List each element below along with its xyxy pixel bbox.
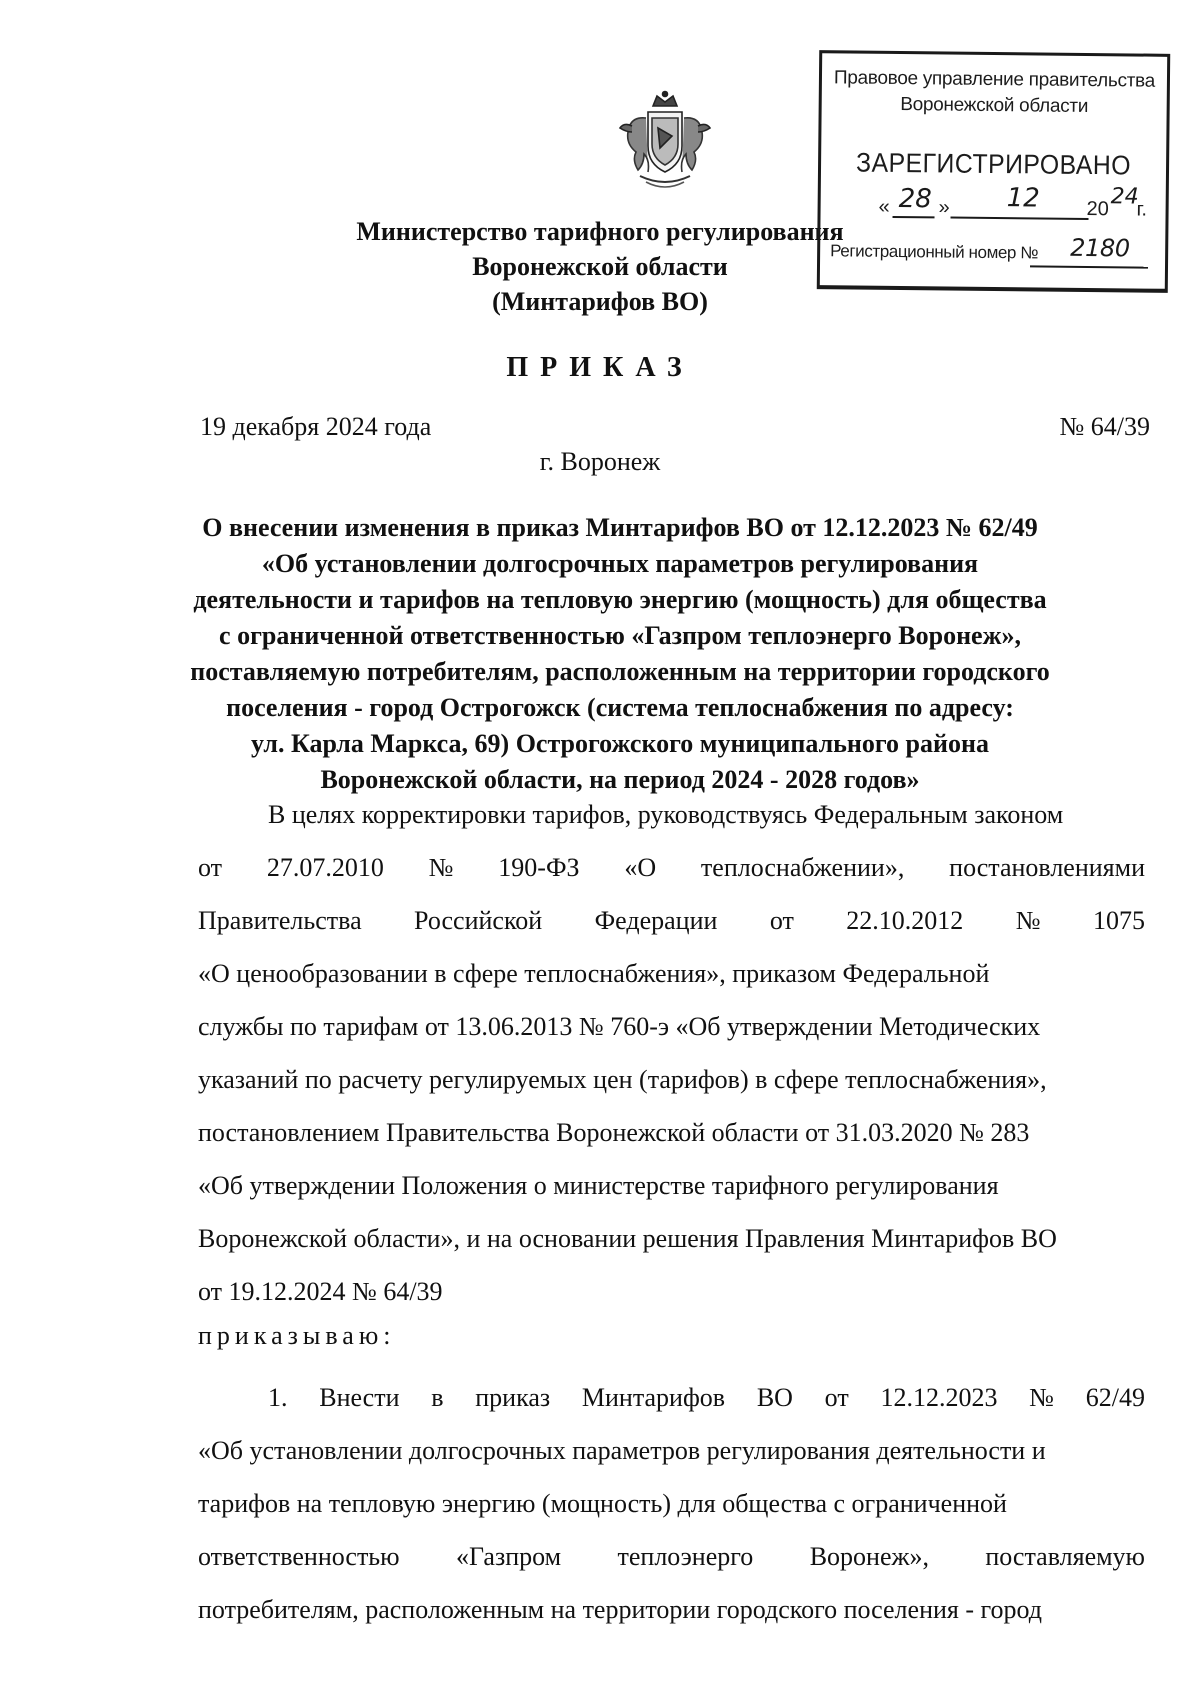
word: № [1015, 906, 1041, 935]
word: от [769, 906, 794, 935]
word: приказ [475, 1383, 551, 1412]
decree-word: приказываю: [198, 1321, 396, 1350]
order-subject [180, 510, 1060, 798]
preamble-line: «О ценообразовании в сфере теплоснабжения», приказом Федеральной [198, 959, 990, 988]
word: от [824, 1383, 849, 1412]
subject-line: поставляемую потребителям, расположенным на территории городского [190, 657, 1050, 686]
stamp-date-open-quote: « [878, 195, 890, 218]
word: Правительства [198, 906, 362, 935]
stamp-reg-number-value: 2180 [1070, 233, 1130, 263]
stamp-date-year-suffix: 24 [1110, 184, 1139, 210]
preamble-line [198, 853, 1145, 906]
stamp-date-month: 12 [1006, 183, 1040, 214]
coat-of-arms-icon [610, 88, 720, 198]
word: Воронеж», [809, 1542, 929, 1571]
word: № [1029, 1383, 1054, 1412]
word: 22.10.2012 [846, 906, 964, 935]
preamble-line: от 19.12.2024 № 64/39 [198, 1277, 443, 1306]
word: от [198, 853, 223, 882]
subject-line: с ограниченной ответственностью «Газпром теплоэнерго Воронеж», [219, 621, 1021, 650]
stamp-authority-line2: Воронежской области [900, 94, 1089, 117]
stamp-date-year-g: г. [1136, 198, 1148, 221]
item1-line: «Об установлении долгосрочных параметров регулирования деятельности и [198, 1436, 1046, 1465]
preamble-line: указаний по расчету регулируемых цен (тарифов) в сфере теплоснабжения», [198, 1065, 1047, 1094]
word: Внести [319, 1383, 400, 1412]
stamp-date [838, 185, 1153, 228]
ministry-abbreviation: (Минтарифов ВО) [492, 287, 708, 316]
ministry-name-line2: Воронежской области [472, 252, 728, 281]
stamp-reg-number-label: Регистрационный номер № [830, 241, 1039, 263]
subject-line: Воронежской области, на период 2024 - 2028 годов» [320, 765, 920, 794]
word: теплоснабжении», [700, 853, 905, 882]
subject-line: поселения - город Острогожск (система теплоснабжения по адресу: [226, 693, 1014, 722]
registration-stamp [817, 50, 1170, 293]
word: ВО [756, 1383, 793, 1412]
word: 27.07.2010 [266, 853, 384, 882]
preamble-line [198, 906, 1145, 959]
subject-line: ул. Карла Маркса, 69) Острогожского муниципального района [251, 729, 989, 758]
stamp-date-year-prefix: 20 [1086, 197, 1109, 221]
word: Российской [414, 906, 543, 935]
item1-line: потребителям, расположенным на территории городского поселения - город [198, 1595, 1043, 1624]
word: постановлениями [949, 853, 1145, 882]
stamp-date-day: 28 [898, 184, 932, 215]
word: Минтарифов [581, 1383, 726, 1412]
item1-line: тарифов на тепловую энергию (мощность) для общества с ограниченной [198, 1489, 1007, 1518]
stamp-authority-line1: Правовое управление правительства [833, 67, 1156, 92]
order-date: 19 декабря 2024 года [200, 412, 432, 441]
order-body [198, 800, 1145, 1648]
ministry-name-line1: Министерство тарифного регулирования [356, 217, 844, 246]
word: 1. [268, 1383, 288, 1412]
stamp-date-close-quote: » [938, 196, 950, 219]
word: «О [624, 853, 657, 882]
preamble-line: Воронежской области», и на основании решения Правления Минтарифов ВО [198, 1224, 1057, 1253]
word: 12.12.2023 [880, 1383, 998, 1412]
subject-line: деятельности и тарифов на тепловую энергию (мощность) для общества [193, 585, 1047, 614]
subject-line: О внесении изменения в приказ Минтарифов ВО от 12.12.2023 № 62/49 [202, 513, 1038, 542]
preamble-line: службы по тарифам от 13.06.2013 № 760-э «Об утверждении Методических [198, 1012, 1041, 1041]
word: 1075 [1092, 906, 1145, 935]
word: в [431, 1383, 444, 1412]
stamp-registration-number [830, 233, 1157, 274]
word: «Газпром [456, 1542, 562, 1571]
item1-line [198, 1383, 1145, 1436]
word: № [428, 853, 454, 882]
subject-line: «Об установлении долгосрочных параметров регулирования [261, 549, 979, 578]
order-number: № 64/39 [1059, 412, 1150, 441]
preamble-line: В целях корректировки тарифов, руководствуясь Федеральным законом [268, 800, 1064, 829]
ministry-header [300, 214, 900, 319]
word: Федерации [594, 906, 718, 935]
word: поставляемую [985, 1542, 1145, 1571]
preamble-line: постановлением Правительства Воронежской области от 31.03.2020 № 283 [198, 1118, 1030, 1147]
word: ответственностью [198, 1542, 400, 1571]
preamble-line: «Об утверждении Положения о министерстве тарифного регулирования [198, 1171, 999, 1200]
order-title: ПРИКАЗ [506, 352, 694, 383]
word: 190-ФЗ [498, 853, 580, 882]
stamp-registered-label: ЗАРЕГИСТРИРОВАНО [855, 147, 1132, 181]
item1-line [198, 1542, 1145, 1595]
word: теплоэнерго [617, 1542, 754, 1571]
order-city: г. Воронеж [539, 447, 661, 476]
word: 62/49 [1085, 1383, 1145, 1412]
